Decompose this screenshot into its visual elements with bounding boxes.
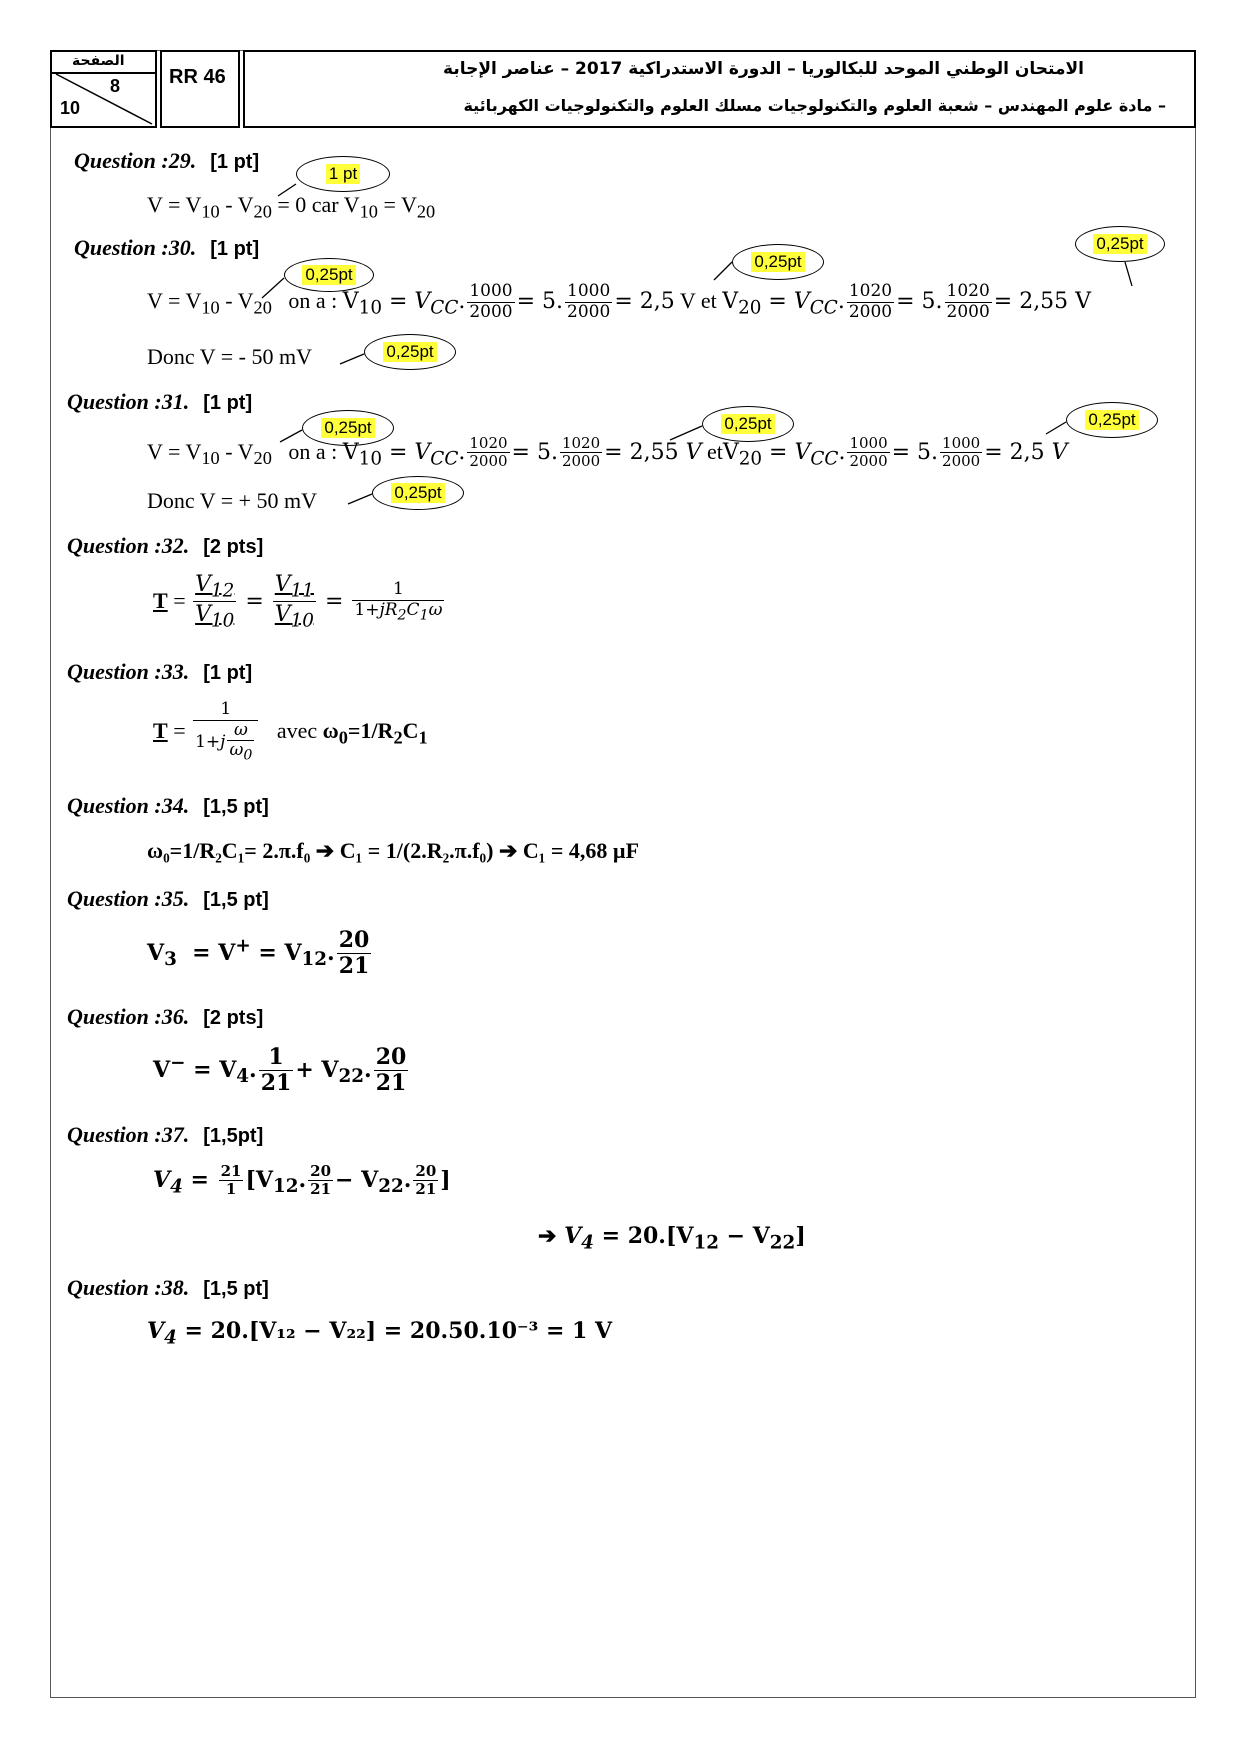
- score-badge-text: 0,25pt: [383, 342, 436, 362]
- q38-text: = 20.[V₁₂ − V₂₂] = 20.50.10⁻³ = 1 V: [184, 1318, 613, 1344]
- page-label: الصفحة: [72, 53, 125, 69]
- score-badge: [732, 244, 824, 280]
- q37-result: ➔ $V_4 = 20.[V_{12} - V_{22}]$: [538, 1223, 806, 1254]
- q35-equation: $V_3 = V^+ = V_{12}$. $\frac{20}{21}$: [147, 927, 370, 980]
- question-points: [1 pt]: [203, 392, 253, 414]
- q30-result: Donc V = - 50 mV: [147, 344, 312, 369]
- score-badge-text: 0,25pt: [1085, 410, 1138, 430]
- question-points: [1,5 pt]: [203, 1278, 269, 1300]
- q29-text: = 0 car V: [271, 192, 360, 217]
- question-label: Question :33.: [67, 659, 190, 684]
- page-number: 8: [110, 76, 121, 96]
- page-total: 10: [60, 98, 81, 118]
- question-label: Question :30.: [74, 235, 197, 260]
- question-label: Question :38.: [67, 1275, 190, 1300]
- score-badge-text: 0,25pt: [321, 418, 374, 438]
- header-title-line2: – مادة علوم المهندس – شعبة العلوم والتكنولوجيات مسلك العلوم والتكنولوجيات الكهربائية: [463, 96, 1166, 115]
- question-points: [1 pt]: [210, 238, 260, 260]
- avec-text: avec: [276, 717, 318, 743]
- question-points: [1 pt]: [203, 662, 253, 684]
- score-badge-text: 0,25pt: [391, 483, 444, 503]
- score-badge-text: 0,25pt: [302, 265, 355, 285]
- question-points: [1,5 pt]: [203, 889, 269, 911]
- question-label: Question :31.: [67, 389, 190, 414]
- question-label: Question :34.: [67, 793, 190, 818]
- score-badge: [1075, 226, 1165, 262]
- q34-capacitor-calc: ω₀=1/R₂C₁= 2.π.f₀ ➔ C₁ = 1/(2.R₂.π.f₀) ➔ C₁ = 4,68 µF: [147, 838, 640, 863]
- question-points: [1 pt]: [210, 151, 260, 173]
- et-text: et: [700, 288, 717, 314]
- score-badge-text: 0,25pt: [1093, 234, 1146, 254]
- score-badge: [296, 156, 390, 192]
- question-label: Question :35.: [67, 886, 190, 911]
- q31-equation: $V = V_{10} - V_{20}$ on a : $V_{10} = V_{CC}$. $\frac{1020}{2000}$ = 5. $\frac{1020}{2000}$ = 2,55 V $etV_{20} = V_{CC}$. $\frac{1000}{2000}$ = 5. $\frac{1000}{2000}$ = 2,5 V: [147, 434, 1068, 471]
- question-label: Question :37.: [67, 1122, 190, 1147]
- score-badge: [302, 410, 394, 446]
- q38-equation: $V_4 = 20.[V_{12} - V_{22}] = 20.50.10^{-3} = 1$ V: [147, 1318, 613, 1349]
- on-a-text: on a :: [288, 438, 338, 464]
- score-badge-text: 0,25pt: [751, 252, 804, 272]
- score-badge: [702, 406, 794, 442]
- q32-transfer-function: T = $\frac{V_{12}}{V_{10}}$ = $\frac{V_{11}}{V_{10}}$ = $\frac{1}{1+jR_2C_1\omega}$: [153, 572, 443, 632]
- q36-equation: $V^- = V_4$. $\frac{1}{21}$ + $V_{22}$. $\frac{20}{21}$: [153, 1044, 407, 1097]
- et-text: et: [706, 438, 723, 464]
- score-badge: [364, 334, 456, 370]
- question-points: [2 pts]: [203, 536, 264, 558]
- q33-transfer-function: T = 1 1+j $\frac{\omega}{\omega_0}$ avec $\omega_0=1/R_2C_1$: [153, 699, 428, 764]
- q29-answer: $V = V_{10} - V_{20} = 0$ car $V_{10} = V_{20}$: [147, 192, 436, 222]
- question-label: Question :32.: [67, 533, 190, 558]
- question-points: [1,5pt]: [203, 1125, 264, 1147]
- exam-code: RR 46: [160, 50, 240, 128]
- header-title-line1: الامتحان الوطني الموحد للبكالوريا – الدورة الاستدراكية 2017 – عناصر الإجابة: [443, 59, 1084, 79]
- question-points: [1,5 pt]: [203, 796, 269, 818]
- score-badge-text: 1 pt: [326, 164, 360, 184]
- question-label: Question :29.: [74, 148, 197, 173]
- q37-equation: $V_4$ = $\frac{21}{1}$ [$V_{12}$. $\frac{20}{21}$ − $V_{22}$. $\frac{20}{21}$ ]: [153, 1162, 451, 1199]
- score-badge: [284, 258, 374, 292]
- q30-equation: $V = V_{10} - V_{20}$ on a : $V_{10} = V_{CC}$. $\frac{1000}{2000}$ = 5. $\frac{1000}{2000}$ = 2,5 V et $V_{20} = V_{CC}$. $\frac{1020}{2000}$ = 5. $\frac{1020}{2000}$ = 2,55 V: [147, 281, 1092, 322]
- score-badge-text: 0,25pt: [721, 414, 774, 434]
- score-badge: [372, 476, 464, 510]
- question-points: [2 pts]: [203, 1007, 264, 1029]
- score-badge: [1066, 402, 1158, 438]
- q31-result: Donc V = + 50 mV: [147, 488, 318, 513]
- question-label: Question :36.: [67, 1004, 190, 1029]
- on-a-text: on a :: [288, 288, 338, 314]
